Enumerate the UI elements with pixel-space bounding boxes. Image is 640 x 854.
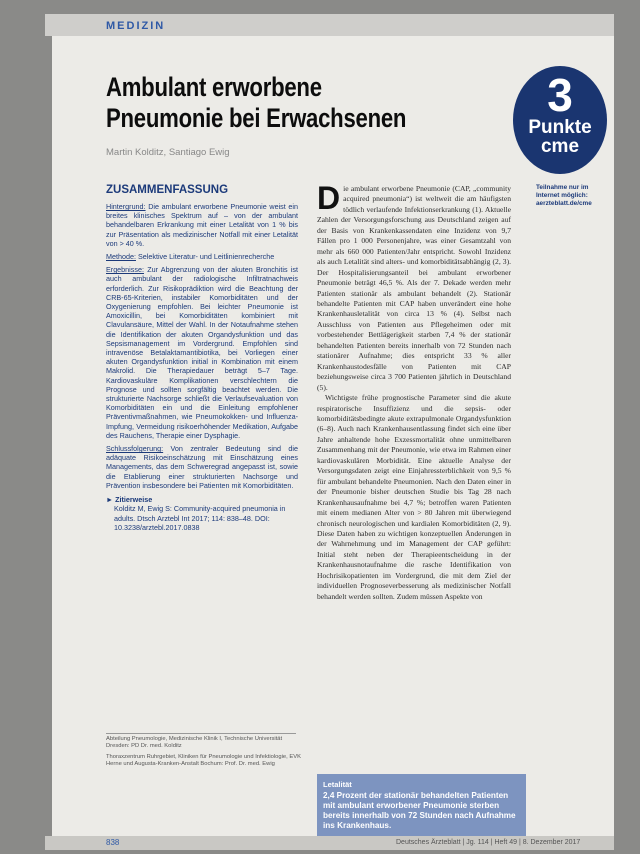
cme-label: cme: [540, 136, 580, 157]
background-text: Die ambulant erworbene Pneumonie weist ein breites klinisches Spektrum auf – von der ambulant behandelbaren Erkrankung mit einer Letalität von 1 % bis zur Präsentation als medizinischer Notfall mit einer Letalität von > 40 %.: [106, 202, 298, 248]
body-paragraph-2: Wichtigste frühe prognostische Parameter sind die akute respiratorische Insuffizienz und die sepsis- oder komorbiditätsbedingte akute extrapulmonale Organdysfunktion (6–8). Auch nach Krankenhausentlassung findet sich eine über Jahre anhaltende hohe Exzessmortalität ohne unmittelbaren Zusammenhang mit der Pneumonie, wie etwa im Rahmen einer kardiovaskulären Morbidität. Eine aktuelle Analyse der Versorgungsdaten zeigt eine Einjahressterblichkeit von 9,5 % für ambulant behandelte Pneumonien. Nach den Daten einer in der Pneumonie bisher deutschen Studie bis Tag 28 nach Krankenhausaufnahme bei 4,7 %; betroffen waren Patienten mit einem medianen Alter von > 80 Jahren mit überwiegend chronisch neurologischen und kardialen Komorbiditäten (2, 9). Diese Daten haben zu wichtigen konzeptuellen Änderungen in der Wahrnehmung und im Management der CAP geführt: Initial steht neben der Therapieentscheidung in der Krankenhausnotaufnahme die rasche Identifikation von Hochrisikopatienten im Vordergrund, die mit dem Ziel der individuellen Prognoseverbesserung als medizinischer Notfall behandelt werden sollten. Zudem müssen Aspekte von: [317, 393, 511, 601]
body-text-column: [317, 180, 511, 602]
citation-block: [106, 495, 298, 532]
body-paragraph-1: [317, 180, 511, 393]
affiliation-2: Thoraxzentrum Ruhrgebiet, Kliniken für Pneumologie und Infektiologie, EVK Herne und Augusta-Kranken-Anstalt Bochum: Prof. Dr. med. Ewig: [106, 753, 301, 768]
author-affiliations: [106, 736, 302, 772]
fact-box-text: 2,4 Prozent der stationär behandelten Patienten mit ambulant erworbener Pneumonie sterben bereits innerhalb von 72 Stunden nach Aufnahme ins Krankenhaus.: [323, 791, 516, 830]
article-authors: Martin Kolditz, Santiago Ewig: [106, 147, 230, 158]
abstract-methods: [106, 252, 298, 261]
conclusion-text: Von zentraler Bedeutung sind die adäquate Risikoeinschätzung mit Einschätzung eines Managements, das dem Schweregrad angepasst ist, sowie die Etablierung einer strukturierten Nachsorge und Prävention insbesondere bei Patienten mit Komorbiditäten.: [106, 444, 298, 490]
abstract-background: [106, 202, 298, 248]
cme-points-number: 3: [547, 69, 573, 121]
journal-citation: Deutsches Ärzteblatt | Jg. 114 | Heft 49 | 8. Dezember 2017: [396, 839, 581, 846]
cme-points-badge: [513, 66, 607, 174]
cme-sidenote: Teilnahme nur im Internet möglich: aerzteblatt.de/cme: [536, 184, 592, 207]
conclusion-label: Schlussfolgerung:: [106, 444, 164, 454]
citation-text: Kolditz M, Ewig S: Community-acquired pneumonia in adults. Dtsch Arztebl Int 2017; 114: 838–48. DOI: 10.3238/arztebl.2017.0838: [114, 504, 286, 532]
article-title: Ambulant erworbene Pneumonie bei Erwachsenen: [106, 72, 407, 133]
abstract-results: [106, 265, 298, 440]
lethality-fact-box: [317, 774, 526, 838]
abstract-column: [106, 184, 298, 532]
methods-text: Selektive Literatur- und Leitlinienrecherche: [135, 252, 275, 262]
drop-cap: D: [317, 180, 341, 216]
abstract-heading: ZUSAMMENFASSUNG: [106, 184, 229, 196]
fact-box-title: Letalität: [323, 780, 352, 789]
citation-heading: ► Zitierweise: [106, 495, 153, 505]
footnote-rule: [106, 733, 296, 734]
results-label: Ergebnisse:: [106, 265, 144, 275]
background-label: Hintergrund:: [106, 202, 146, 211]
methods-label: Methode:: [106, 252, 136, 262]
page-number: 838: [106, 838, 120, 847]
results-text: Zur Abgrenzung von der akuten Bronchitis ist auch ambulant der radiologische Infiltratnachweis erforderlich. Zur Risikoprädiktion wird die Beachtung der CRB-65-Kriterien, instabiler Komorbiditäten und der Oxygenierung empfohlen. Bei leichter Pneumonie ist Amoxicillin, bei Komorbiditäten kombiniert mit Clavulansäure, Mittel der Wahl. In der Notaufnahme stehen die Identifikation der akuten Organdysfunktion und das Sepsismanagement im Vordergrund. Empfohlen sind intravenöse Betalaktamantibiotika, bei Vorliegen einer akuten Organdysfunktion initial in Kombination mit einem Makrolid. Die Therapiedauer beträgt 5–7 Tage. Kardiovaskuläre Komplikationen verschlechtern die Prognose und sollten sorgfältig beachtet werden. Die strukturierte Nachsorge schließt die Verlaufsevaluation von Komorbiditäten ein und die Einleitung empfohlener Präventivmaßnahmen, wie Pneumokokken- und Influenza-Impfung, Vermeidung risikoerhöhender Medikation, Aufgabe des Rauchens, Therapie einer Dysphagie.: [106, 265, 298, 440]
abstract-conclusion: [106, 444, 298, 490]
section-label: MEDIZIN: [106, 20, 166, 32]
affiliation-1: Abteilung Pneumologie, Medizinische Klinik I, Technische Universität Dresden: PD Dr. med. Kolditz: [106, 736, 283, 750]
cme-points-label: Punkte: [528, 117, 592, 138]
body-paragraph-1-text: ie ambulant erworbene Pneumonie (CAP, „community acquired pneumonia“) ist weltweit die am häufigsten tödlich verlaufende Infektionserkrankung (1). Aktuelle Zahlen der Versorgungsforschung aus Deutschland zeigen auf der Basis von Krankenkassendaten eine Inzidenz von 9,7 Fällen pro 1 000 Personenjahre, was einer Gesamtzahl von mehr als 660 000 Patienten/Jahr entspricht. Sowohl Inzidenz als auch Letalität sind alters- und komorbiditätsabhängig (2, 3). Der Hospitalisierungsanteil bei ambulant erworbener Pneumonie beträgt 46,5 %. Als der 7. Dekade werden mehr Patienten stationär als ambulant behandelt (2). Stationär behandelte Patienten mit CAP haben unverändert eine hohe Krankenhausletalität von circa 13 % (4). Selbst nach Ausschluss von Patienten aus Pflegeheimen oder mit vorbestehender Bettlägerigkeit starben 7,4 % der stationär behandelten Patienten bereits innerhalb von 72 Stunden nach stationärer Aufnahme; dies entspricht 33 % aller Krankenhaustodesfälle von Patienten mit CAP beziehungsweise circa 3 700 Patienten jährlich in Deutschland (5).: [317, 184, 511, 392]
